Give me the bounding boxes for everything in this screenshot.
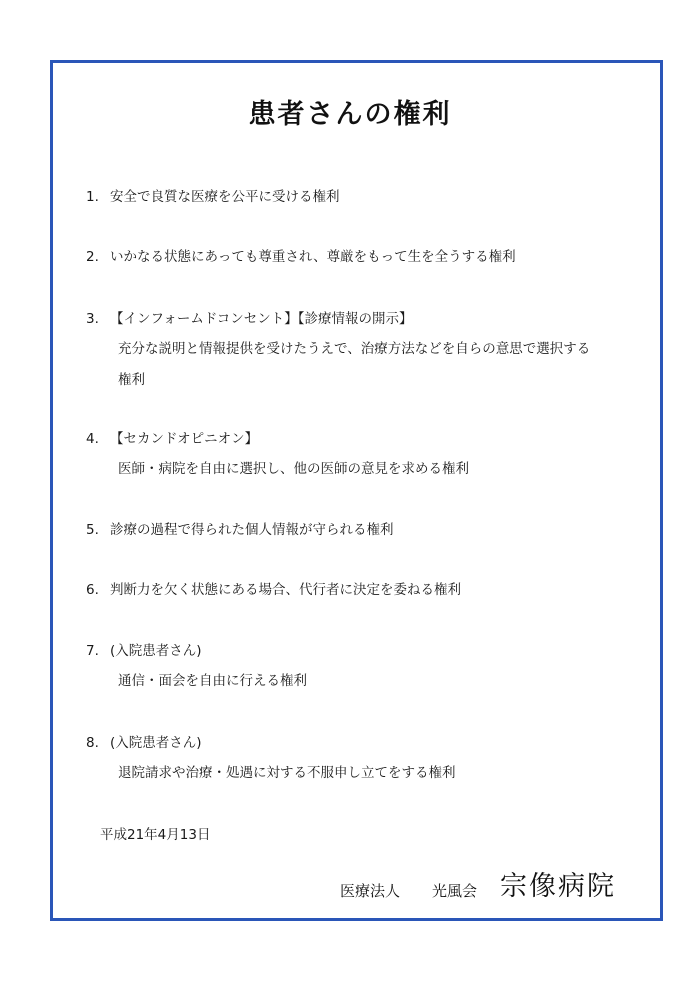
item-heading: 診療の過程で得られた個人情報が守られる権利 (110, 522, 394, 538)
rights-item-7 (86, 642, 202, 660)
issue-date: 平成21年4月13日 (100, 827, 211, 843)
item-number: 8. (86, 735, 99, 751)
item-number: 4. (86, 431, 99, 447)
rights-item-5 (86, 521, 394, 539)
rights-item-3-body: 充分な説明と情報提供を受けたうえで、治療方法などを自らの意思で選択する (118, 341, 591, 357)
item-number: 5. (86, 522, 99, 538)
item-heading: 【インフォームドコンセント】【診療情報の開示】 (110, 311, 413, 327)
rights-item-7-body: 通信・面会を自由に行える権利 (118, 673, 307, 689)
rights-item-6 (86, 581, 461, 599)
item-heading: 安全で良質な医療を公平に受ける権利 (110, 189, 340, 205)
hospital-name: 宗像病院 (500, 871, 616, 902)
rights-item-1 (86, 188, 340, 206)
rights-item-3 (86, 310, 413, 328)
rights-item-8-body: 退院請求や治療・処遇に対する不服申し立てをする権利 (118, 765, 456, 781)
item-number: 1. (86, 189, 99, 205)
rights-item-8 (86, 734, 202, 752)
rights-item-4-body: 医師・病院を自由に選択し、他の医師の意見を求める権利 (118, 461, 469, 477)
item-heading: 【セカンドオピニオン】 (110, 431, 259, 447)
rights-item-3-body-cont: 権利 (118, 372, 145, 388)
corporation-type: 医療法人 (340, 882, 401, 900)
item-heading: 判断力を欠く状態にある場合、代行者に決定を委ねる権利 (110, 582, 461, 598)
rights-item-4 (86, 430, 258, 448)
item-number: 7. (86, 643, 99, 659)
corporation-name: 光風会 (432, 882, 478, 900)
document-title: 患者さんの権利 (248, 99, 452, 130)
item-number: 2. (86, 249, 99, 265)
item-number: 6. (86, 582, 99, 598)
item-number: 3. (86, 311, 99, 327)
rights-item-2 (86, 248, 516, 266)
item-heading: いかなる状態にあっても尊重され、尊厳をもって生を全うする権利 (110, 249, 516, 265)
item-heading: (入院患者さん) (110, 735, 202, 751)
item-heading: (入院患者さん) (110, 643, 202, 659)
